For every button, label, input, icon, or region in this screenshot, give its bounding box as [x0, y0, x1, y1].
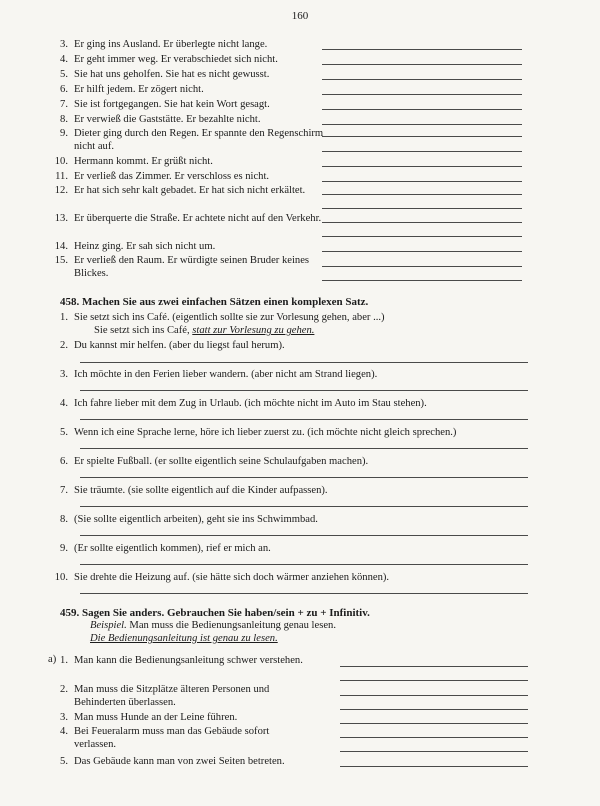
answer-underlined: statt zur Vorlesung zu gehen. [192, 325, 315, 336]
item-number: 6. [60, 456, 68, 467]
ex458-example-answer [94, 325, 314, 336]
answer-line[interactable] [322, 181, 522, 182]
item-text: Ich möchte in den Ferien lieber wandern. (aber nicht am Strand liegen). [74, 369, 378, 380]
item-number: 1. [60, 312, 68, 323]
item-text: Ich fahre lieber mit dem Zug in Urlaub. (ich möchte nicht im Auto im Stau stehen). [74, 398, 427, 409]
answer-line[interactable] [80, 448, 528, 449]
item-number: 4. [60, 726, 68, 737]
item-text: Er ging ins Ausland. Er überlegte nicht lange. [74, 39, 268, 50]
exercise-458-heading: 458. Machen Sie aus zwei einfachen Sätzen einen komplexen Satz. [60, 296, 369, 308]
answer-line[interactable] [340, 766, 528, 767]
item-text: Man muss Hunde an der Leine führen. [74, 712, 238, 723]
item-number: 3. [60, 369, 68, 380]
item-number: 7. [60, 99, 68, 110]
answer-line[interactable] [340, 737, 528, 738]
answer-line[interactable] [80, 535, 528, 536]
item-text: Er verließ den Raum. Er würdigte seinen Bruder keines Blickes. [74, 255, 310, 279]
item-text: Er spielte Fußball. (er sollte eigentlich seine Schulaufgaben machen). [74, 456, 369, 467]
item-number: 5. [60, 69, 68, 80]
answer-line[interactable] [80, 390, 528, 391]
item-number: 2. [60, 340, 68, 351]
example-answer: Die Bedienungsanleitung ist genau zu lesen. [90, 633, 278, 644]
item-number: 11. [55, 171, 68, 182]
example-text: Man muss die Bedienungsanleitung genau lesen. [126, 620, 336, 631]
answer-line[interactable] [322, 166, 522, 167]
answer-line[interactable] [340, 751, 528, 752]
item-number: 3. [60, 712, 68, 723]
answer-line[interactable] [340, 709, 528, 710]
answer-line[interactable] [322, 208, 522, 209]
item-text: Du kannst mir helfen. (aber du liegst faul herum). [74, 340, 285, 351]
item-text: Das Gebäude kann man von zwei Seiten betreten. [74, 756, 285, 767]
answer-line[interactable] [322, 79, 522, 80]
ex459-example [90, 620, 336, 631]
answer-line[interactable] [322, 49, 522, 50]
item-text: Sie hat uns geholfen. Sie hat es nicht gewusst. [74, 69, 270, 80]
item-number: 2. [60, 684, 68, 695]
item-text: Er hat sich sehr kalt gebadet. Er hat sich nicht erkältet. [74, 185, 306, 196]
item-number: 15. [54, 255, 68, 266]
answer-line[interactable] [340, 695, 528, 696]
item-number: 5. [60, 427, 68, 438]
item-text: Wenn ich eine Sprache lerne, höre ich lieber zuerst zu. (ich möchte nicht gleich sprechen.) [74, 427, 457, 438]
item-number: 5. [60, 756, 68, 767]
item-number: 9. [60, 543, 68, 554]
item-number: 10. [54, 572, 68, 583]
item-number: 6. [60, 84, 68, 95]
answer-line[interactable] [322, 266, 522, 267]
item-number: 14. [54, 241, 68, 252]
item-number: 8. [60, 514, 68, 525]
item-text: Er hilft jedem. Er zögert nicht. [74, 84, 204, 95]
item-number: 7. [60, 485, 68, 496]
answer-line[interactable] [322, 236, 522, 237]
item-text: Sie drehte die Heizung auf. (sie hätte sich doch wärmer anziehen können). [74, 572, 390, 583]
item-text: Sie träumte. (sie sollte eigentlich auf die Kinder aufpassen). [74, 485, 328, 496]
answer-line[interactable] [322, 151, 522, 152]
answer-line[interactable] [80, 506, 528, 507]
ex459-example-answer [90, 633, 278, 644]
answer-line[interactable] [80, 362, 528, 363]
answer-line[interactable] [322, 222, 522, 223]
sub-label-a: a) [48, 654, 57, 665]
answer-line[interactable] [80, 477, 528, 478]
answer-line[interactable] [322, 94, 522, 95]
item-text: Sie setzt sich ins Café. (eigentlich sollte sie zur Vorlesung gehen, aber ...) [74, 312, 385, 323]
item-number: 12. [54, 185, 68, 196]
item-number: 8. [60, 114, 68, 125]
item-number: 4. [60, 398, 68, 409]
item-text: Bei Feueralarm muss man das Gebäude sofort verlassen. [74, 726, 270, 750]
answer-line[interactable] [340, 680, 528, 681]
answer-line[interactable] [80, 419, 528, 420]
item-number: 4. [60, 54, 68, 65]
item-text: Er verließ das Zimmer. Er verschloss es nicht. [74, 171, 270, 182]
item-number: 9. [60, 128, 68, 139]
item-number: 1. [60, 655, 68, 666]
example-label: Beispiel. [90, 620, 127, 631]
item-text: Hermann kommt. Er grüßt nicht. [74, 156, 213, 167]
answer-prefix: Sie setzt sich ins Café, [94, 325, 193, 336]
item-text: Man kann die Bedienungsanleitung schwer verstehen. [74, 655, 303, 666]
answer-line[interactable] [322, 109, 522, 110]
answer-line[interactable] [322, 124, 522, 125]
answer-line[interactable] [322, 280, 522, 281]
item-number: 10. [54, 156, 68, 167]
answer-line[interactable] [80, 564, 528, 565]
item-text: Sie ist fortgegangen. Sie hat kein Wort gesagt. [74, 99, 270, 110]
answer-line[interactable] [322, 64, 522, 65]
item-number: 3. [60, 39, 68, 50]
answer-line[interactable] [322, 251, 522, 252]
page-number: 160 [291, 10, 309, 22]
answer-line[interactable] [322, 136, 522, 137]
exercise-459-heading: 459. Sagen Sie anders. Gebrauchen Sie haben/sein + zu + Infinitiv. [60, 607, 370, 619]
item-text: Heinz ging. Er sah sich nicht um. [74, 241, 216, 252]
item-text: (Sie sollte eigentlich arbeiten), geht sie ins Schwimmbad. [74, 514, 318, 525]
item-text: (Er sollte eigentlich kommen), rief er mich an. [74, 543, 271, 554]
item-text: Man muss die Sitzplätze älteren Personen und Behinderten überlassen. [74, 684, 270, 708]
item-number: 13. [54, 213, 68, 224]
answer-line[interactable] [80, 593, 528, 594]
item-text: Er überquerte die Straße. Er achtete nicht auf den Verkehr. [74, 213, 322, 224]
answer-line[interactable] [322, 194, 522, 195]
answer-line[interactable] [340, 723, 528, 724]
answer-line[interactable] [340, 666, 528, 667]
item-text: Er geht immer weg. Er verabschiedet sich nicht. [74, 54, 278, 65]
item-text: Dieter ging durch den Regen. Er spannte den Regenschirm nicht auf. [74, 128, 324, 152]
item-text: Er verwieß die Gaststätte. Er bezahlte nicht. [74, 114, 261, 125]
